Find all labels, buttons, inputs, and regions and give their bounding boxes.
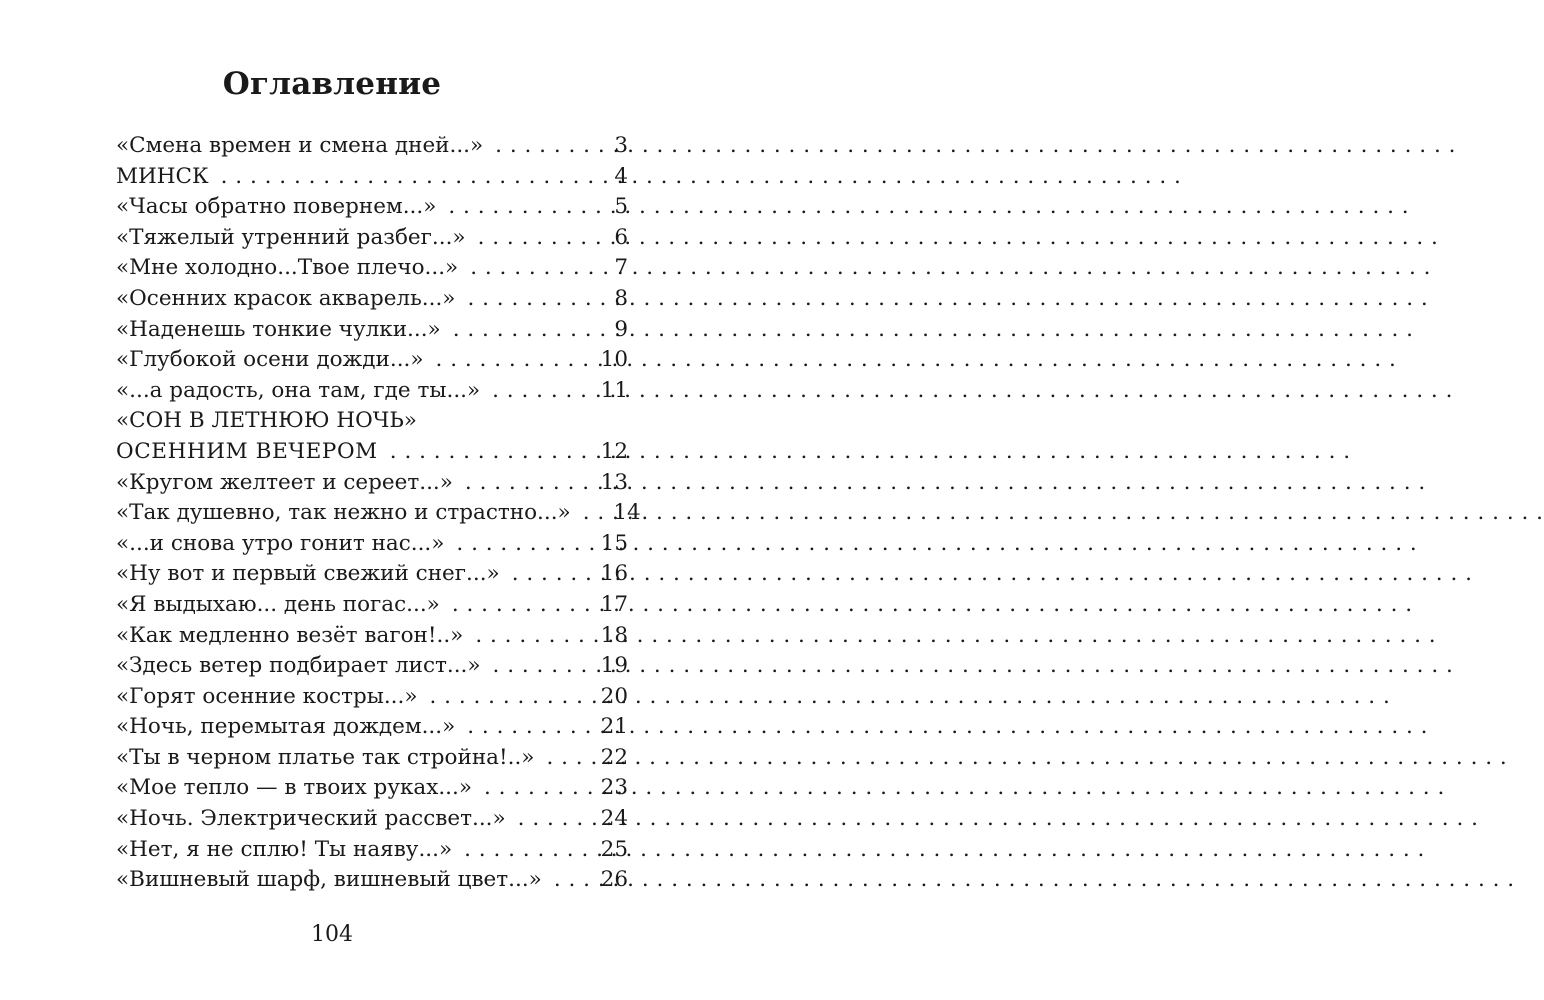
- dot-leader: [467, 284, 590, 315]
- toc-entry: [116, 529, 628, 560]
- toc-entry-title: «Ну вот и первый свежий снег...»: [116, 561, 500, 587]
- page-title: Оглавление: [222, 66, 442, 102]
- toc-entry: [116, 253, 628, 284]
- toc-entry: [116, 865, 628, 896]
- toc-entry: [116, 559, 628, 590]
- toc-entry: [116, 468, 628, 499]
- toc-entry-title: «Ночь, перемытая дождем...»: [116, 714, 456, 740]
- toc-entry: [116, 162, 628, 193]
- toc-entry: [116, 406, 628, 437]
- toc-entry: [116, 773, 628, 804]
- toc-entry-page: 15: [600, 530, 628, 556]
- dot-leader: [484, 773, 590, 804]
- toc-entry: [116, 223, 628, 254]
- toc-entry-title: «...и снова утро гонит нас...»: [116, 530, 445, 556]
- toc-entry-title: «Глубокой осени дожди...»: [116, 347, 424, 373]
- toc-entry: [116, 131, 628, 162]
- dot-leader: [470, 253, 590, 284]
- toc-entry-title: «Наденешь тонкие чулки...»: [116, 316, 441, 342]
- toc-entry: [116, 621, 628, 652]
- toc-entry-page: 4: [614, 163, 628, 189]
- dot-leader: [493, 651, 590, 682]
- toc-entry: [116, 651, 628, 682]
- dot-leader: [492, 376, 590, 407]
- toc-entry: [116, 284, 628, 315]
- toc-entry-page: 18: [600, 622, 628, 648]
- toc-entry-page: 5: [614, 194, 628, 220]
- toc-entry: [116, 192, 628, 223]
- toc-entry-title: «Вишневый шарф, вишневый цвет...»: [116, 867, 542, 893]
- dot-leader: [518, 804, 590, 835]
- toc-entry: [116, 743, 628, 774]
- page-number: 104: [311, 922, 353, 947]
- toc-entry-page: 10: [600, 347, 628, 373]
- toc-entry-page: 17: [600, 591, 628, 617]
- dot-leader: [583, 498, 603, 529]
- toc-entry-title: «Мне холодно...Твое плечо...»: [116, 255, 459, 281]
- dot-leader: [546, 743, 590, 774]
- book-page: [0, 0, 664, 1000]
- toc-entry-page: 21: [600, 714, 628, 740]
- dot-leader: [495, 131, 590, 162]
- toc-entry: [116, 682, 628, 713]
- toc-entry: [116, 712, 628, 743]
- toc-entry: [116, 498, 641, 529]
- toc-entry-page: 23: [600, 775, 628, 801]
- toc-entry-title: «...а радость, она там, где ты...»: [116, 377, 481, 403]
- toc-entry-page: 24: [600, 806, 628, 832]
- toc-entry: [116, 835, 628, 866]
- toc-entry-page: 11: [600, 377, 628, 403]
- dot-leader: [554, 865, 590, 896]
- toc-entry-title: «Здесь ветер подбирает лист...»: [116, 653, 481, 679]
- toc-entry-page: 19: [600, 653, 628, 679]
- toc-entry-page: 22: [600, 744, 628, 770]
- toc-entry-title: «Горят осенние костры...»: [116, 683, 418, 709]
- toc-entry-title: «Ты в черном платье так стройна!..»: [116, 744, 535, 770]
- toc-entry-title: «Ночь. Электрический рассвет...»: [116, 806, 506, 832]
- dot-leader: [452, 590, 590, 621]
- toc-entry-title: «Кругом желтеет и сереет...»: [116, 469, 453, 495]
- toc-entry-title: «Нет, я не сплю! Ты наяву...»: [116, 836, 453, 862]
- toc-entry-title: МИНСК: [116, 163, 209, 189]
- dot-leader: [456, 529, 590, 560]
- toc-entry-title: «Так душевно, так нежно и страстно...»: [116, 500, 571, 526]
- toc-entry: [116, 376, 628, 407]
- toc-entry-title: ОСЕННИМ ВЕЧЕРОМ: [116, 438, 378, 464]
- dot-leader: [467, 712, 590, 743]
- toc-entry-page: 16: [600, 561, 628, 587]
- toc-entry-page: 13: [600, 469, 628, 495]
- toc-entry: [116, 437, 628, 468]
- table-of-contents: [116, 131, 641, 896]
- toc-entry: [116, 345, 628, 376]
- toc-entry: [116, 804, 628, 835]
- dot-leader: [512, 559, 590, 590]
- dot-leader: [475, 621, 590, 652]
- toc-entry-title: «Я выдыхаю... день погас...»: [116, 591, 440, 617]
- toc-entry-page: 6: [614, 224, 628, 250]
- toc-entry-title: «Осенних красок акварель...»: [116, 285, 456, 311]
- toc-entry: [116, 590, 628, 621]
- toc-entry-title: «Тяжелый утренний разбег...»: [116, 224, 466, 250]
- toc-entry-page: 3: [614, 133, 628, 158]
- dot-leader: [430, 682, 591, 713]
- dot-leader: [453, 315, 590, 346]
- toc-entry-title: «Мое тепло — в твоих руках...»: [116, 775, 473, 801]
- toc-entry-page: 8: [614, 285, 628, 311]
- toc-entry: [116, 315, 628, 346]
- dot-leader: [436, 345, 590, 376]
- toc-entry-page: 14: [613, 500, 641, 526]
- dot-leader: [465, 468, 590, 499]
- dot-leader: [464, 835, 590, 866]
- toc-entry-title: «Смена времен и смена дней...»: [116, 133, 484, 158]
- toc-entry-title: «Часы обратно повернем...»: [116, 194, 437, 220]
- dot-leader: [390, 437, 590, 468]
- toc-entry-page: 26: [600, 867, 628, 893]
- dot-leader: [221, 162, 590, 193]
- toc-entry-page: 9: [614, 316, 628, 342]
- dot-leader: [478, 223, 590, 254]
- toc-entry-page: 12: [600, 438, 628, 464]
- toc-entry-title: «СОН В ЛЕТНЮЮ НОЧЬ»: [116, 408, 417, 434]
- toc-entry-title: «Как медленно везёт вагон!..»: [116, 622, 464, 648]
- toc-entry-page: 20: [600, 683, 628, 709]
- dot-leader: [448, 192, 590, 223]
- toc-entry-page: 25: [600, 836, 628, 862]
- toc-entry-page: 7: [614, 255, 628, 281]
